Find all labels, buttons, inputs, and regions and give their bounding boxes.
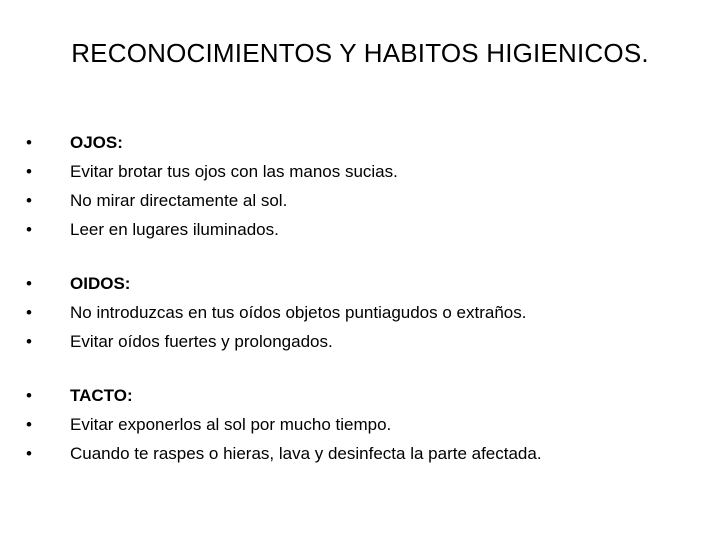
bullet-text: Evitar brotar tus ojos con las manos sucias. bbox=[70, 162, 398, 181]
bullet-icon: • bbox=[26, 133, 32, 152]
bullet-icon: • bbox=[26, 444, 32, 463]
section-ojos bbox=[26, 128, 706, 244]
bullet-text: Evitar oídos fuertes y prolongados. bbox=[70, 332, 333, 351]
bullet-icon: • bbox=[26, 332, 32, 351]
bullet-item bbox=[26, 327, 706, 356]
bullet-item bbox=[26, 410, 706, 439]
bullet-text: No mirar directamente al sol. bbox=[70, 191, 288, 210]
bullet-icon: • bbox=[26, 220, 32, 239]
bullet-sections bbox=[26, 128, 706, 493]
bullet-item bbox=[26, 186, 706, 215]
section-heading-row bbox=[26, 128, 706, 157]
bullet-text: Evitar exponerlos al sol por mucho tiempo. bbox=[70, 415, 392, 434]
bullet-item bbox=[26, 298, 706, 327]
bullet-text: Cuando te raspes o hieras, lava y desinfecta la parte afectada. bbox=[70, 444, 542, 463]
bullet-icon: • bbox=[26, 303, 32, 322]
section-tacto bbox=[26, 381, 706, 468]
section-heading: OJOS: bbox=[70, 133, 123, 152]
bullet-icon: • bbox=[26, 191, 32, 210]
bullet-item bbox=[26, 215, 706, 244]
bullet-icon: • bbox=[26, 162, 32, 181]
section-heading-row bbox=[26, 381, 706, 410]
bullet-icon: • bbox=[26, 274, 32, 293]
section-heading: TACTO: bbox=[70, 386, 133, 405]
bullet-text: No introduzcas en tus oídos objetos puntiagudos o extraños. bbox=[70, 303, 527, 322]
bullet-icon: • bbox=[26, 386, 32, 405]
bullet-text: Leer en lugares iluminados. bbox=[70, 220, 279, 239]
section-heading: OIDOS: bbox=[70, 274, 131, 293]
section-oidos bbox=[26, 269, 706, 356]
bullet-icon: • bbox=[26, 415, 32, 434]
section-heading-row bbox=[26, 269, 706, 298]
slide-title: RECONOCIMIENTOS Y HABITOS HIGIENICOS. bbox=[71, 38, 649, 68]
bullet-item bbox=[26, 157, 706, 186]
bullet-item bbox=[26, 439, 706, 468]
